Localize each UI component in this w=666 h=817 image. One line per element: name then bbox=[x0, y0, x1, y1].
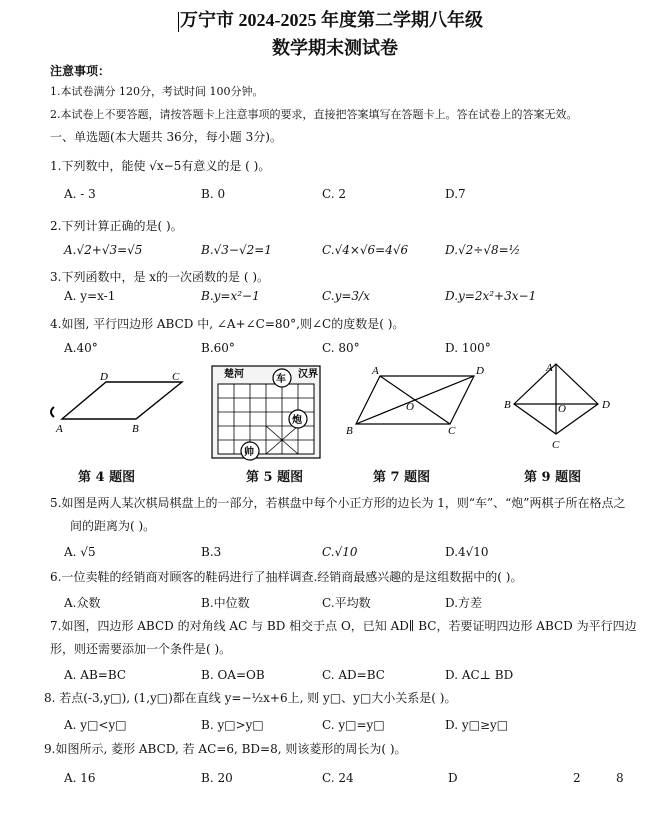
fig4-label-d: D bbox=[100, 371, 108, 383]
q5-option-d: D.4√10 bbox=[445, 545, 489, 559]
question-2-stem: 2.下列计算正确的是( )。 bbox=[50, 219, 183, 233]
q5-option-a: A. √5 bbox=[64, 545, 96, 559]
figures-row bbox=[44, 362, 644, 462]
board-han-jie: 汉界 bbox=[298, 369, 318, 380]
q3-option-d: D.y=2x²+3x−1 bbox=[445, 289, 537, 303]
q4-option-c: C. 80° bbox=[322, 341, 360, 355]
question-5-stem-2: 间的距离为( )。 bbox=[70, 519, 156, 533]
fig7-label-o: O bbox=[406, 401, 414, 413]
fig9-label-c: C bbox=[552, 439, 560, 451]
q9-option-d-fragment-2: 8 bbox=[616, 771, 624, 785]
question-5-stem-1: 5.如图是两人某次棋局棋盘上的一部分，若棋盘中每个小正方形的边长为 1，则“车”、“炮”两棋子所在格点之 bbox=[50, 496, 626, 510]
q2-option-a: A.√2+√3=√5 bbox=[64, 243, 143, 257]
figure-9-caption: 第 9 题图 bbox=[524, 470, 582, 485]
fig9-label-b: B bbox=[504, 399, 511, 411]
figure-4-parallelogram bbox=[62, 382, 182, 419]
q2-option-d: D.√2÷√8=½ bbox=[445, 243, 521, 257]
q7-option-d: D. AC⊥ BD bbox=[445, 668, 514, 682]
question-4-stem: 4.如图, 平行四边形 ABCD 中, ∠A+∠C=80°,则∠C的度数是( )。 bbox=[50, 317, 405, 331]
q1-option-b: B. 0 bbox=[201, 187, 226, 201]
q2-option-b: B.√3−√2=1 bbox=[201, 243, 272, 257]
question-1-stem: 1.下列数中，能使 √x−5有意义的是 ( )。 bbox=[50, 159, 271, 173]
q5-option-b: B.3 bbox=[201, 545, 222, 559]
section-heading: 一、单选题(本大题共 36分，每小题 3分)。 bbox=[50, 130, 282, 144]
q3-option-c: C.y=3/x bbox=[322, 289, 370, 303]
che-label: 车 bbox=[276, 374, 286, 385]
q4-option-a: A.40° bbox=[64, 341, 98, 355]
q7-option-b: B. OA=OB bbox=[201, 668, 265, 682]
board-chu-he: 楚河 bbox=[224, 369, 244, 380]
fig7-label-b: B bbox=[346, 425, 353, 437]
figure-5-caption: 第 5 题图 bbox=[246, 470, 304, 485]
question-9-stem: 9.如图所示, 菱形 ABCD, 若 AC=6, BD=8, 则该菱形的周长为( )。 bbox=[44, 742, 407, 756]
q9-option-b: B. 20 bbox=[201, 771, 233, 785]
q1-option-a: A. - 3 bbox=[64, 187, 96, 201]
text-cursor bbox=[178, 12, 179, 32]
figure-9-rhombus bbox=[514, 364, 598, 434]
exam-title-line2: 数学期末测试卷 bbox=[272, 38, 398, 58]
q9-option-c: C. 24 bbox=[322, 771, 354, 785]
notes-header: 注意事项： bbox=[50, 64, 111, 78]
fig4-label-c: C bbox=[172, 371, 180, 383]
fig9-label-o: O bbox=[558, 403, 566, 415]
fig7-label-c: C bbox=[448, 425, 456, 437]
pao-label: 炮 bbox=[292, 415, 302, 426]
q9-option-a: A. 16 bbox=[64, 771, 96, 785]
figure-7-quadrilateral bbox=[356, 376, 474, 424]
q7-option-a: A. AB=BC bbox=[64, 668, 127, 682]
q7-option-c: C. AD=BC bbox=[322, 668, 385, 682]
figure-4-caption: 第 4 题图 bbox=[78, 470, 136, 485]
exam-title-line1: 万宁市 2024-2025 年度第二学期八年级 bbox=[180, 10, 483, 30]
fig7-label-d: D bbox=[476, 365, 484, 377]
note-2: 2.本试卷上不要答题，请按答题卡上注意事项的要求，直接把答案填写在答题卡上。答在试卷上的答案无效。 bbox=[50, 108, 578, 121]
figure-5-chessboard bbox=[212, 366, 320, 460]
question-6-stem: 6.一位卖鞋的经销商对顾客的鞋码进行了抽样调查.经销商最感兴趣的是这组数据中的( )。 bbox=[50, 570, 523, 584]
figure-7-caption: 第 7 题图 bbox=[373, 470, 431, 485]
q8-option-b: B. y□>y□ bbox=[201, 718, 264, 732]
fig9-label-d: D bbox=[602, 399, 610, 411]
q1-option-d: D.7 bbox=[445, 187, 466, 201]
q1-option-c: C. 2 bbox=[322, 187, 347, 201]
note-1: 1.本试卷满分 120分，考试时间 100分钟。 bbox=[50, 85, 264, 98]
fig4-label-b: B bbox=[132, 423, 139, 435]
shuai-label: 帅 bbox=[244, 447, 254, 458]
question-7-stem-2: 形，则还需要添加一个条件是( )。 bbox=[50, 642, 232, 656]
q6-option-a: A.众数 bbox=[64, 596, 101, 610]
question-8-stem: 8. 若点(-3,y□), (1,y□)都在直线 y=−½x+6上, 则 y□、y□大小关系是( )。 bbox=[44, 691, 457, 705]
question-3-stem: 3.下列函数中，是 x的一次函数的是 ( )。 bbox=[50, 270, 270, 284]
fig4-angle-mark bbox=[51, 407, 54, 417]
fig9-label-a: A bbox=[546, 362, 553, 374]
question-7-stem-1: 7.如图，四边形 ABCD 的对角线 AC 与 BD 相交于点 O，已知 AD∥ BC，若要证明四边形 ABCD 为平行四边 bbox=[50, 619, 637, 633]
q6-option-d: D.方差 bbox=[445, 596, 483, 610]
q8-option-c: C. y□=y□ bbox=[322, 718, 385, 732]
q4-option-b: B.60° bbox=[201, 341, 235, 355]
q6-option-b: B.中位数 bbox=[201, 596, 250, 610]
q4-option-d: D. 100° bbox=[445, 341, 491, 355]
q2-option-c: C.√4×√6=4√6 bbox=[322, 243, 409, 257]
q6-option-c: C.平均数 bbox=[322, 596, 371, 610]
q8-option-a: A. y□<y□ bbox=[64, 718, 127, 732]
q9-option-d: D bbox=[448, 771, 458, 785]
q8-option-d: D. y□≥y□ bbox=[445, 718, 509, 732]
fig7-label-a: A bbox=[372, 365, 379, 377]
q3-option-a: A. y=x-1 bbox=[64, 289, 116, 303]
q9-option-d-fragment-1: 2 bbox=[573, 771, 581, 785]
q5-option-c: C.√10 bbox=[322, 545, 358, 559]
q3-option-b: B.y=x²−1 bbox=[201, 289, 260, 303]
fig4-label-a: A bbox=[56, 423, 63, 435]
